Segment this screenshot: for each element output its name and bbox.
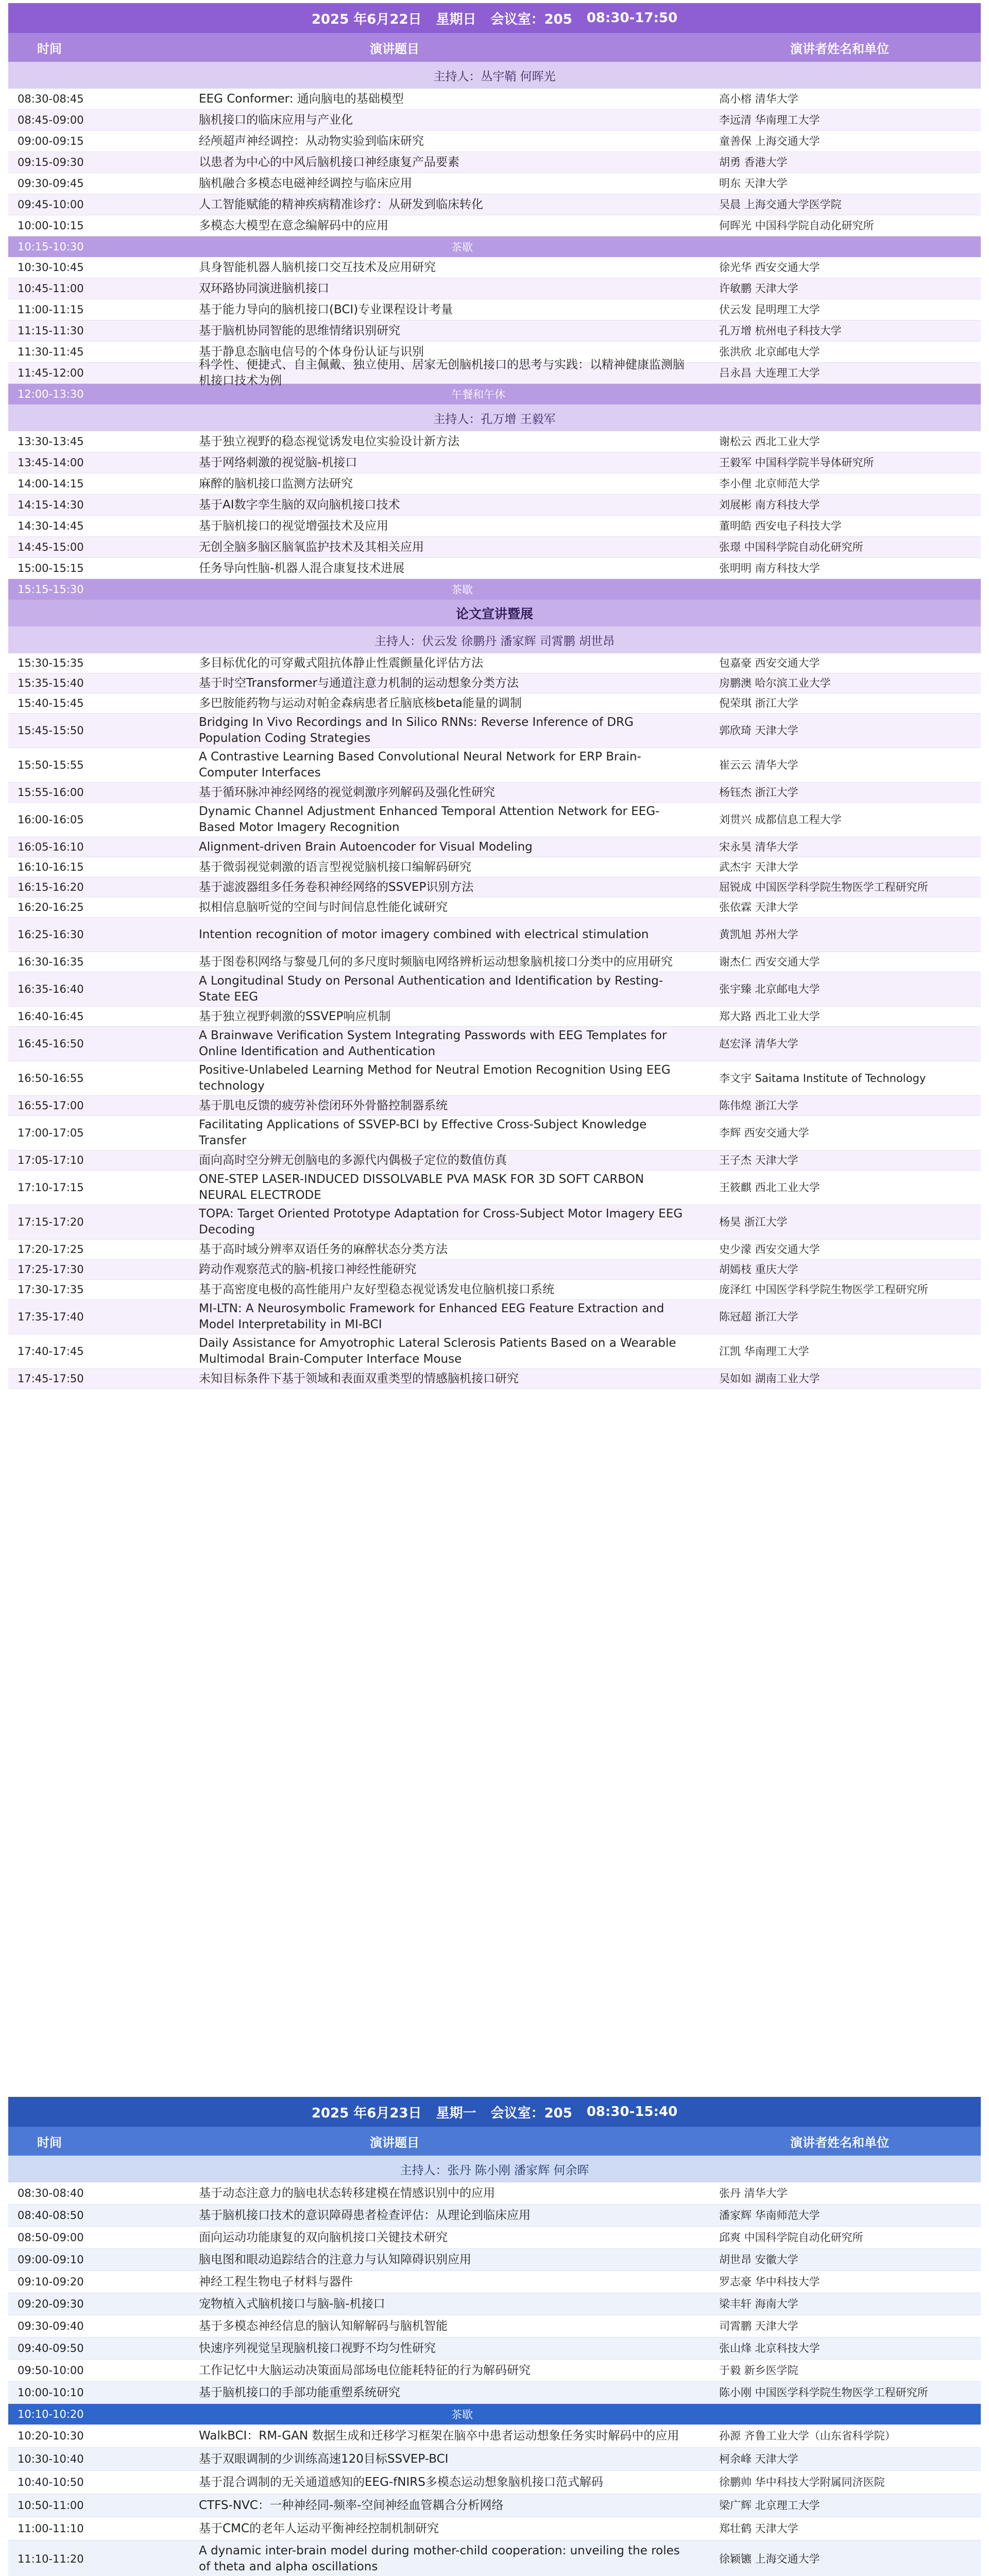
schedule-row — [8, 495, 981, 516]
talk-title: ONE-STEP LASER-INDUCED DISSOLVABLE PVA MASK FOR 3D SOFT CARBON NEURAL ELECTRODE — [199, 1173, 644, 1202]
speaker-affiliation: 赵宏泽 清华大学 — [719, 1038, 798, 1050]
day1-chair-pm: 主持人：孔万增 王毅军 — [8, 404, 981, 431]
day2-weekday: 星期一 — [436, 2105, 476, 2121]
day2-tea-break — [8, 2404, 981, 2425]
speaker-affiliation: 胡嫣枝 重庆大学 — [719, 1263, 798, 1276]
talk-time: 10:30-10:45 — [18, 261, 84, 274]
talk-title: 具身智能机器人脑机接口交互技术及应用研究 — [199, 260, 436, 274]
talk-time: 17:35-17:40 — [18, 1311, 84, 1323]
talk-time: 15:45-15:50 — [18, 724, 84, 737]
schedule-row — [8, 131, 981, 152]
talk-time: 16:05-16:10 — [18, 841, 84, 853]
speaker-affiliation: 邱爽 中国科学院自动化研究所 — [719, 2231, 863, 2244]
talk-time: 14:15-14:30 — [18, 499, 84, 511]
speaker-affiliation: 于毅 新乡医学院 — [719, 2364, 798, 2377]
schedule-row — [8, 714, 981, 748]
speaker-affiliation: 郑壮鹤 天津大学 — [719, 2522, 798, 2535]
day1-session2 — [8, 257, 981, 387]
speaker-affiliation: 杨昊 浙江大学 — [719, 1216, 788, 1228]
talk-title: 基于网络刺激的视觉脑-机接口 — [199, 455, 357, 469]
talk-time: 08:30-08:45 — [18, 93, 84, 105]
talk-time: 16:30-16:35 — [18, 956, 84, 968]
schedule-row — [8, 194, 981, 215]
speaker-affiliation: 吴如如 湖南工业大学 — [719, 1372, 820, 1385]
talk-title: 脑机融合多模态电磁神经调控与临床应用 — [199, 176, 412, 190]
talk-time: 16:45-16:50 — [18, 1038, 84, 1050]
talk-time: 16:20-16:25 — [18, 901, 84, 913]
schedule-row — [8, 748, 981, 783]
break-time: 10:10-10:20 — [18, 2408, 84, 2420]
day1-tea-break-2 — [8, 579, 981, 600]
schedule-row — [8, 2249, 981, 2271]
speaker-affiliation: 徐鹏帅 华中科技大学附属同济医院 — [719, 2476, 885, 2488]
talk-time: 08:45-09:00 — [18, 114, 84, 126]
talk-time: 17:00-17:05 — [18, 1127, 84, 1139]
header-speaker: 演讲者姓名和单位 — [790, 41, 889, 56]
speaker-affiliation: 谢松云 西北工业大学 — [719, 435, 820, 448]
speaker-affiliation: 陈小刚 中国医学科学院生物医学工程研究所 — [719, 2386, 928, 2399]
schedule-row — [8, 2337, 981, 2360]
talk-title: 基于多模态神经信息的脑认知解解码与脑机智能 — [199, 2319, 448, 2333]
talk-title: Alignment-driven Brain Autoencoder for Visual Modeling — [199, 840, 533, 854]
speaker-affiliation: 倪荣琪 浙江大学 — [719, 697, 798, 709]
speaker-affiliation: 李远清 华南理工大学 — [719, 114, 820, 126]
speaker-affiliation: 伏云发 昆明理工大学 — [719, 303, 820, 316]
break-label: 茶歇 — [451, 241, 473, 253]
talk-time: 11:15-11:30 — [18, 325, 84, 337]
speaker-affiliation: 王子杰 天津大学 — [719, 1154, 798, 1166]
schedule-row — [8, 2360, 981, 2382]
speaker-affiliation: 杨钰杰 浙江大学 — [719, 786, 798, 799]
schedule-row — [8, 558, 981, 579]
speaker-affiliation: 史少濛 西安交通大学 — [719, 1243, 820, 1256]
talk-title: 基于脑机接口的手部功能重塑系统研究 — [199, 2385, 400, 2399]
talk-title: 人工智能赋能的精神疾病精准诊疗：从研发到临床转化 — [199, 197, 483, 211]
speaker-affiliation: 张洪欣 北京邮电大学 — [719, 346, 820, 358]
talk-title: 工作记忆中大脑运动决策面局部场电位能耗特征的行为解码研究 — [199, 2363, 531, 2377]
talk-time: 17:40-17:45 — [18, 1345, 84, 1358]
schedule-row — [8, 2293, 981, 2315]
schedule-row — [8, 89, 981, 110]
speaker-affiliation: 张璟 中国科学院自动化研究所 — [719, 541, 863, 553]
talk-time: 16:00-16:05 — [18, 814, 84, 826]
talk-title: MI-LTN: A Neurosymbolic Framework for Enhanced EEG Feature Extraction and Model Interpretability in MI-BCI — [199, 1302, 664, 1331]
day1-poster-session-title: 论文宣讲暨展 — [8, 600, 981, 626]
talk-title: 基于时空Transformer与通道注意力机制的运动想象分类方法 — [199, 676, 519, 690]
schedule-row — [8, 1027, 981, 1061]
talk-time: 09:45-10:00 — [18, 198, 84, 211]
speaker-affiliation: 庞泽红 中国医学科学院生物医学工程研究所 — [719, 1283, 928, 1296]
talk-title: 宠物植入式脑机接口与脑-脑-机接口 — [199, 2297, 385, 2311]
talk-title: 面向运动功能康复的双向脑机接口关键技术研究 — [199, 2230, 448, 2244]
talk-title: 面向高时空分辨无创脑电的多源代内偶极子定位的数值仿真 — [199, 1153, 507, 1167]
day2-session1 — [8, 2182, 981, 2404]
talk-title: 基于CMC的老年人运动平衡神经控制机制研究 — [199, 2521, 439, 2535]
speaker-affiliation: 李文宇 Saitama Institute of Technology — [719, 1072, 926, 1084]
speaker-affiliation: 李小俚 北京师范大学 — [719, 478, 820, 490]
talk-title: 脑电图和眼动追踪结合的注意力与认知障碍识别应用 — [199, 2252, 471, 2266]
talk-title: 多目标优化的可穿戴式阻抗体静止性震颤量化评估方法 — [199, 656, 483, 670]
break-time: 10:15-10:30 — [18, 241, 84, 253]
speaker-affiliation: 高小榕 清华大学 — [719, 93, 798, 105]
speaker-affiliation: 胡勇 香港大学 — [719, 156, 788, 168]
schedule-row — [8, 431, 981, 452]
day2-room: 会议室：205 — [490, 2105, 572, 2121]
speaker-affiliation: 刘展彬 南方科技大学 — [719, 499, 820, 511]
talk-time: 15:40-15:45 — [18, 697, 84, 709]
day1-weekday: 星期日 — [436, 11, 476, 27]
schedule-row — [8, 299, 981, 320]
schedule-row — [8, 1116, 981, 1150]
talk-time: 10:45-11:00 — [18, 282, 84, 295]
talk-time: 15:55-16:00 — [18, 786, 84, 799]
break-label: 茶歇 — [451, 584, 473, 596]
talk-time: 09:20-09:30 — [18, 2298, 84, 2310]
speaker-affiliation: 郑大路 西北工业大学 — [719, 1010, 820, 1023]
header-speaker: 演讲者姓名和单位 — [790, 2135, 889, 2150]
talk-title: 无创全脑多脑区脑氧监护技术及其相关应用 — [199, 540, 424, 554]
talk-time: 10:20-10:30 — [18, 2430, 84, 2442]
talk-title: 基于AI数字孪生脑的双向脑机接口技术 — [199, 498, 400, 512]
speaker-affiliation: 屈锐成 中国医学科学院生物医学工程研究所 — [719, 881, 928, 893]
schedule-row — [8, 537, 981, 558]
header-time: 时间 — [37, 2135, 62, 2150]
talk-time: 16:35-16:40 — [18, 983, 84, 995]
schedule-row — [8, 877, 981, 897]
speaker-affiliation: 徐光华 西安交通大学 — [719, 261, 820, 274]
talk-time: 16:25-16:30 — [18, 928, 84, 941]
schedule-row — [8, 257, 981, 278]
speaker-affiliation: 江凯 华南理工大学 — [719, 1345, 809, 1358]
talk-time: 10:40-10:50 — [18, 2476, 84, 2488]
talk-time: 09:10-09:20 — [18, 2276, 84, 2288]
talk-time: 17:30-17:35 — [18, 1283, 84, 1296]
speaker-affiliation: 陈冠超 浙江大学 — [719, 1311, 798, 1323]
speaker-affiliation: 何晖光 中国科学院自动化研究所 — [719, 219, 874, 232]
talk-title: 脑机接口的临床应用与产业化 — [199, 113, 353, 127]
talk-title: 基于动态注意力的脑电状态转移建模在情感识别中的应用 — [199, 2186, 495, 2200]
speaker-affiliation: 梁丰轩 海南大学 — [719, 2298, 798, 2310]
talk-time: 08:50-09:00 — [18, 2231, 84, 2244]
schedule-row — [8, 473, 981, 495]
talk-title: 基于肌电反馈的疲劳补偿闭环外骨骼控制器系统 — [199, 1098, 448, 1112]
schedule-row — [8, 1369, 981, 1389]
talk-time: 09:30-09:45 — [18, 177, 84, 190]
schedule-row — [8, 2182, 981, 2205]
speaker-affiliation: 张山烽 北京科技大学 — [719, 2342, 820, 2354]
schedule-row — [8, 152, 981, 173]
day2-date: 2025 年6月23日 — [311, 2105, 422, 2121]
talk-title: 基于高时域分辨率双语任务的麻醉状态分类方法 — [199, 1242, 448, 1256]
speaker-affiliation: 李辉 西安交通大学 — [719, 1127, 809, 1139]
speaker-affiliation: 黄凯旭 苏州大学 — [719, 928, 798, 941]
schedule-row — [8, 2471, 981, 2494]
talk-title: Dynamic Channel Adjustment Enhanced Temporal Attention Network for EEG-Based Motor Imagery Recognition — [199, 805, 660, 834]
schedule-row — [8, 972, 981, 1007]
talk-title: A Contrastive Learning Based Convolutional Neural Network for ERP Brain-Computer Interfaces — [199, 750, 641, 779]
talk-time: 10:00-10:15 — [18, 219, 84, 232]
talk-title: A Brainwave Verification System Integrating Passwords with EEG Templates for Online Identification and Authentication — [199, 1029, 667, 1058]
talk-title: Daily Assistance for Amyotrophic Lateral Sclerosis Patients Based on a Wearable Multimodal Brain-Computer Interface Mouse — [199, 1336, 676, 1366]
day2-schedule — [8, 2097, 981, 2576]
schedule-row — [8, 1096, 981, 1116]
talk-title: 跨动作观察范式的脑-机接口神经性能研究 — [199, 1262, 417, 1276]
speaker-affiliation: 童善保 上海交通大学 — [719, 135, 820, 147]
schedule-row — [8, 173, 981, 194]
talk-time: 08:40-08:50 — [18, 2209, 84, 2222]
day1-date: 2025 年6月22日 — [311, 11, 422, 27]
talk-title: 基于脑机协同智能的思维情绪识别研究 — [199, 324, 400, 337]
talk-time: 10:00-10:10 — [18, 2386, 84, 2399]
talk-title: 神经工程生物电子材料与器件 — [199, 2275, 353, 2289]
header-title: 演讲题目 — [370, 41, 419, 56]
schedule-row — [8, 2425, 981, 2448]
talk-title: 基于双眼调制的少训练高速120目标SSVEP-BCI — [199, 2452, 449, 2466]
talk-time: 08:30-08:40 — [18, 2187, 84, 2199]
talk-title: 基于微弱视觉刺激的语言型视觉脑机接口编解码研究 — [199, 860, 471, 874]
talk-time: 17:10-17:15 — [18, 1181, 84, 1194]
schedule-row — [8, 1260, 981, 1280]
talk-time: 09:30-09:40 — [18, 2320, 84, 2332]
header-time: 时间 — [37, 41, 62, 56]
day1-chair-poster: 主持人：伏云发 徐鹏丹 潘家辉 司霄鹏 胡世昂 — [8, 626, 981, 653]
speaker-affiliation: 谢杰仁 西安交通大学 — [719, 956, 820, 968]
talk-title: 基于静息态脑电信号的个体身份认证与识别 — [199, 345, 424, 359]
talk-time: 16:40-16:45 — [18, 1010, 84, 1023]
schedule-row — [8, 2227, 981, 2249]
talk-title: 基于独立视野的稳态视觉诱发电位实验设计新方法 — [199, 434, 459, 448]
schedule-row — [8, 215, 981, 236]
talk-title: 基于能力导向的脑机接口(BCI)专业课程设计考量 — [199, 302, 453, 316]
talk-title: 基于脑机接口的视觉增强技术及应用 — [199, 519, 388, 533]
speaker-affiliation: 房鹏澳 哈尔滨工业大学 — [719, 677, 831, 689]
header-title: 演讲题目 — [370, 2135, 419, 2150]
talk-time: 15:35-15:40 — [18, 677, 84, 689]
talk-time: 09:15-09:30 — [18, 156, 84, 168]
speaker-affiliation: 柯余峰 天津大学 — [719, 2453, 798, 2465]
speaker-affiliation: 胡世昂 安徽大学 — [719, 2253, 798, 2266]
talk-time: 15:50-15:55 — [18, 759, 84, 771]
schedule-row — [8, 783, 981, 803]
talk-time: 09:00-09:15 — [18, 135, 84, 147]
schedule-row — [8, 1334, 981, 1369]
schedule-row — [8, 1280, 981, 1300]
schedule-row — [8, 452, 981, 473]
talk-time: 11:00-11:15 — [18, 303, 84, 316]
schedule-row — [8, 2315, 981, 2337]
speaker-affiliation: 潘家辉 华南师范大学 — [719, 2209, 820, 2222]
talk-time: 16:55-17:00 — [18, 1099, 84, 1112]
talk-time: 16:10-16:15 — [18, 861, 84, 873]
speaker-affiliation: 罗志豪 华中科技大学 — [719, 2276, 820, 2288]
speaker-affiliation: 许敏鹏 天津大学 — [719, 282, 798, 295]
talk-title: 任务导向性脑-机器人混合康复技术进展 — [199, 561, 405, 575]
schedule-row — [8, 1171, 981, 1205]
talk-title: 双环路协同演进脑机接口 — [199, 281, 329, 295]
talk-title: 基于图卷积网络与黎曼几何的多尺度时频脑电网络辨析运动想象脑机接口分类中的应用研究 — [199, 955, 673, 969]
schedule-row — [8, 320, 981, 342]
schedule-row — [8, 2494, 981, 2517]
talk-time: 13:45-14:00 — [18, 456, 84, 469]
talk-title: 多模态大模型在意念编解码中的应用 — [199, 218, 388, 232]
schedule-row — [8, 837, 981, 857]
speaker-affiliation: 张明明 南方科技大学 — [719, 562, 820, 574]
talk-time: 17:15-17:20 — [18, 1216, 84, 1228]
speaker-affiliation: 宋永昊 清华大学 — [719, 841, 798, 853]
talk-title: 基于滤波器组多任务卷积神经网络的SSVEP识别方法 — [199, 880, 474, 894]
talk-title: Bridging In Vivo Recordings and In Silico RNNs: Reverse Inference of DRG Population Coding Strategies — [199, 716, 634, 745]
schedule-row — [8, 952, 981, 972]
talk-time: 09:50-10:00 — [18, 2364, 84, 2377]
talk-time: 16:50-16:55 — [18, 1072, 84, 1084]
talk-title: 基于独立视野刺激的SSVEP响应机制 — [199, 1009, 391, 1023]
speaker-affiliation: 张丹 清华大学 — [719, 2187, 788, 2199]
schedule-row — [8, 2448, 981, 2471]
speaker-affiliation: 崔云云 清华大学 — [719, 759, 798, 771]
break-time: 12:00-13:30 — [18, 388, 84, 400]
talk-title: 科学性、便捷式、自主佩戴、独立使用、居家无创脑机接口的思考与实践：以精神健康监测脑机接口技术为例 — [199, 358, 685, 387]
schedule-row — [8, 2517, 981, 2540]
schedule-row — [8, 2540, 981, 2576]
day1-tea-break-1 — [8, 236, 981, 257]
schedule-row — [8, 693, 981, 714]
talk-time: 15:30-15:35 — [18, 657, 84, 669]
talk-time: 09:40-09:50 — [18, 2342, 84, 2354]
schedule-row — [8, 1300, 981, 1334]
talk-title: 基于脑机接口技术的意识障碍患者检查评估：从理论到临床应用 — [199, 2208, 531, 2222]
break-label: 午餐和午休 — [451, 388, 505, 401]
talk-title: Positive-Unlabeled Learning Method for Neutral Emotion Recognition Using EEG technology — [199, 1063, 671, 1093]
schedule-row — [8, 673, 981, 693]
day1-span: 08:30-17:50 — [586, 10, 678, 26]
talk-title: 麻醉的脑机接口监测方法研究 — [199, 477, 353, 490]
day2-title-bar — [8, 2097, 981, 2127]
talk-title: 未知目标条件下基于领域和表面双重类型的情感脑机接口研究 — [199, 1371, 519, 1385]
speaker-affiliation: 陈伟煌 浙江大学 — [719, 1099, 798, 1112]
talk-title: 拟相信息脑听觉的空间与时间信息性能化诚研究 — [199, 900, 448, 914]
talk-time: 16:15-16:20 — [18, 881, 84, 893]
talk-time: 17:45-17:50 — [18, 1372, 84, 1385]
day2-table-header — [8, 2127, 981, 2156]
day1-table-header — [8, 33, 981, 62]
schedule-row — [8, 803, 981, 837]
schedule-row — [8, 2382, 981, 2404]
schedule-row — [8, 1240, 981, 1260]
day1-session1 — [8, 89, 981, 236]
day2-session2 — [8, 2425, 981, 2576]
talk-title: Intention recognition of motor imagery combined with electrical stimulation — [199, 927, 649, 941]
day1-chair-am: 主持人：丛宇鞘 何晖光 — [8, 62, 981, 89]
speaker-affiliation: 刘贯兴 成都信息工程大学 — [719, 814, 842, 826]
day1-lunch-break — [8, 384, 981, 404]
talk-title: 基于循环脉冲神经网络的视觉刺激序列解码及强化性研究 — [199, 785, 495, 799]
day1-room: 会议室：205 — [490, 11, 572, 27]
talk-time: 10:50-11:00 — [18, 2499, 84, 2512]
talk-title: 多巴胺能药物与运动对帕金森病患者丘脑底核beta能量的调制 — [199, 696, 522, 710]
speaker-affiliation: 孔万增 杭州电子科技大学 — [719, 325, 842, 337]
day1-title-bar — [8, 3, 981, 33]
speaker-affiliation: 吴晨 上海交通大学医学院 — [719, 198, 842, 211]
talk-time: 09:00-09:10 — [18, 2253, 84, 2266]
schedule-row — [8, 1150, 981, 1171]
talk-time: 14:00-14:15 — [18, 478, 84, 490]
speaker-affiliation: 司霄鹏 天津大学 — [719, 2320, 798, 2332]
day1-schedule — [8, 3, 981, 1389]
talk-title: A dynamic inter-brain model during mother-child cooperation: unveiling the roles of theta and alpha oscillations — [199, 2544, 680, 2573]
speaker-affiliation: 王毅军 中国科学院半导体研究所 — [719, 456, 874, 469]
speaker-affiliation: 武杰宇 天津大学 — [719, 861, 798, 873]
talk-title: 快速序列视觉呈现脑机接口视野不均匀性研究 — [199, 2341, 436, 2355]
talk-title: 以患者为中心的中风后脑机接口神经康复产品要素 — [199, 155, 459, 169]
day1-session3 — [8, 431, 981, 579]
schedule-row — [8, 918, 981, 952]
schedule-row — [8, 1205, 981, 1240]
speaker-affiliation: 明东 天津大学 — [719, 177, 788, 190]
talk-title: EEG Conformer: 通向脑电的基础模型 — [199, 92, 404, 106]
talk-time: 11:45-12:00 — [18, 367, 84, 379]
talk-title: WalkBCI：RM-GAN 数据生成和迁移学习框架在脑卒中患者运动想象任务实时解码中的应用 — [199, 2429, 679, 2443]
speaker-affiliation: 孙源 齐鲁工业大学（山东省科学院） — [719, 2430, 896, 2442]
talk-time: 17:20-17:25 — [18, 1243, 84, 1256]
talk-time: 15:00-15:15 — [18, 562, 84, 574]
talk-time: 11:30-11:45 — [18, 346, 84, 358]
schedule-row — [8, 278, 981, 299]
schedule-row — [8, 857, 981, 877]
talk-title: Facilitating Applications of SSVEP-BCI by Effective Cross-Subject Knowledge Transfer — [199, 1118, 647, 1147]
talk-title: 基于混合调制的无关通道感知的EEG-fNIRS多模态运动想象脑机接口范式解码 — [199, 2475, 603, 2489]
talk-title: 基于高密度电极的高性能用户友好型稳态视觉诱发电位脑机接口系统 — [199, 1282, 554, 1296]
speaker-affiliation: 张宇臻 北京邮电大学 — [719, 983, 820, 995]
day1-session4 — [8, 653, 981, 1389]
day2-span: 08:30-15:40 — [586, 2104, 678, 2120]
speaker-affiliation: 郭欣琦 天津大学 — [719, 724, 798, 737]
speaker-affiliation: 张依霖 天津大学 — [719, 901, 798, 913]
talk-title: 经颅超声神经调控：从动物实验到临床研究 — [199, 134, 424, 148]
talk-time: 17:05-17:10 — [18, 1154, 84, 1166]
speaker-affiliation: 梁广辉 北京理工大学 — [719, 2499, 820, 2512]
speaker-affiliation: 徐颖镳 上海交通大学 — [719, 2553, 820, 2565]
talk-time: 11:10-11:20 — [18, 2553, 84, 2565]
speaker-affiliation: 王筱麒 西北工业大学 — [719, 1181, 820, 1194]
schedule-row — [8, 358, 981, 387]
talk-title: A Longitudinal Study on Personal Authentication and Identification by Resting-State EEG — [199, 974, 663, 1004]
schedule-row — [8, 897, 981, 918]
schedule-row — [8, 110, 981, 131]
talk-time: 10:30-10:40 — [18, 2453, 84, 2465]
speaker-affiliation: 董明皓 西安电子科技大学 — [719, 520, 842, 532]
speaker-affiliation: 吕永昌 大连理工大学 — [719, 367, 820, 379]
talk-time: 14:45-15:00 — [18, 541, 84, 553]
talk-time: 13:30-13:45 — [18, 435, 84, 448]
talk-time: 17:25-17:30 — [18, 1263, 84, 1276]
talk-title: CTFS-NVC：一种神经同-频率-空间神经血管耦合分析网络 — [199, 2498, 504, 2512]
schedule-row — [8, 516, 981, 537]
break-label: 茶歇 — [451, 2409, 473, 2421]
day2-chair-am: 主持人：张丹 陈小刚 潘家辉 何余晖 — [8, 2156, 981, 2182]
schedule-row — [8, 2271, 981, 2293]
talk-time: 11:00-11:10 — [18, 2522, 84, 2535]
schedule-row — [8, 2205, 981, 2227]
schedule-row — [8, 1061, 981, 1096]
break-time: 15:15-15:30 — [18, 583, 84, 596]
talk-time: 14:30-14:45 — [18, 520, 84, 532]
speaker-affiliation: 包嘉豪 西安交通大学 — [719, 657, 820, 669]
schedule-row — [8, 653, 981, 673]
schedule-row — [8, 1007, 981, 1027]
talk-title: TOPA: Target Oriented Prototype Adaptation for Cross-Subject Motor Imagery EEG Decoding — [199, 1207, 683, 1236]
